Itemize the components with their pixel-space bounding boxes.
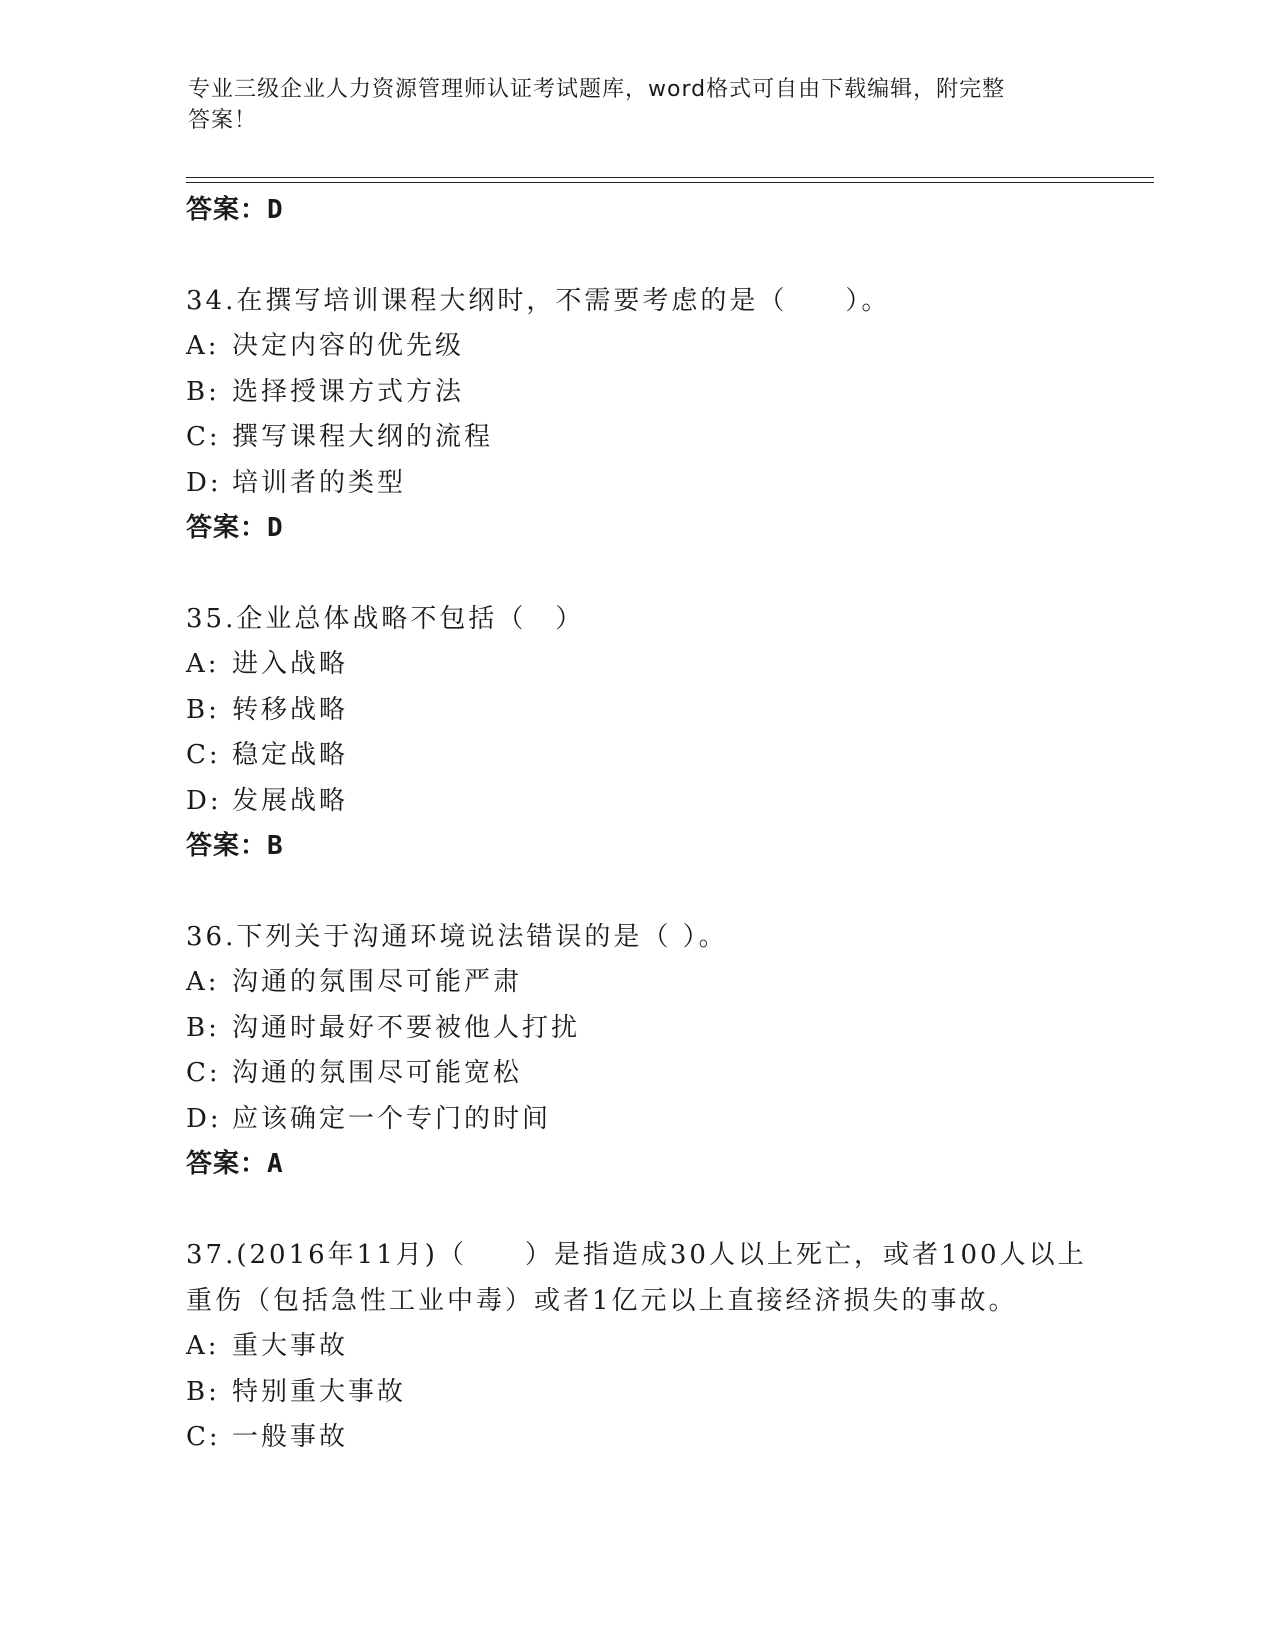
option-text: 沟通的氛围尽可能严肃 — [232, 967, 523, 997]
option-letter: D: — [186, 467, 222, 498]
question-stem: 34.在撰写培训课程大纲时，不需要考虑的是（ ）。 — [186, 286, 891, 316]
option-text: 决定内容的优先级 — [232, 331, 465, 361]
option-text: 一般事故 — [232, 1422, 349, 1452]
option-text: 重大事故 — [232, 1331, 349, 1361]
option-text: 应该确定一个专门的时间 — [232, 1103, 552, 1134]
question-stem: 35.企业总体战略不包括（ ） — [186, 604, 585, 634]
answer-line — [186, 824, 1186, 869]
answer-value: B — [267, 831, 284, 861]
answer-value: D — [267, 195, 284, 225]
option-c — [186, 1415, 1186, 1461]
option-letter: D: — [186, 785, 222, 816]
option-text: 选择授课方式方法 — [232, 376, 465, 407]
option-d — [186, 461, 1186, 507]
option-letter: B: — [186, 1376, 220, 1407]
option-letter: B: — [186, 1012, 220, 1043]
option-text: 转移战略 — [232, 694, 349, 725]
option-letter: A: — [186, 967, 220, 997]
question-stem-line-2: 重伤（包括急性工业中毒）或者1亿元以上直接经济损失的事故。 — [186, 1286, 1018, 1316]
answer-label: 答案： — [186, 513, 268, 543]
option-text: 进入战略 — [232, 649, 349, 679]
option-b — [186, 1370, 1186, 1416]
option-a — [186, 1324, 1186, 1370]
option-c — [186, 415, 1186, 461]
question-35 — [186, 596, 1186, 869]
question-stem-line-1: 37.(2016年11月)（ ）是指造成30人以上死亡，或者100人以上 — [186, 1240, 1087, 1270]
option-a — [186, 642, 1186, 688]
page-header — [188, 74, 1088, 136]
option-letter: B: — [186, 376, 220, 407]
option-letter: B: — [186, 694, 220, 725]
option-a — [186, 960, 1186, 1006]
option-letter: C: — [186, 740, 221, 770]
option-b — [186, 688, 1186, 734]
answer-line — [186, 188, 1186, 233]
header-line-2: 答案！ — [188, 108, 258, 133]
option-letter: C: — [186, 1422, 221, 1452]
question-37 — [186, 1232, 1186, 1461]
option-b — [186, 370, 1186, 416]
answer-value: A — [267, 1149, 284, 1179]
option-text: 发展战略 — [232, 785, 349, 816]
answer-label: 答案： — [186, 195, 268, 225]
header-line-1: 专业三级企业人力资源管理师认证考试题库，word格式可自由下载编辑，附完整 — [188, 77, 1006, 102]
answer-line — [186, 1142, 1186, 1187]
option-letter: A: — [186, 1331, 220, 1361]
answer-line — [186, 506, 1186, 551]
option-d — [186, 779, 1186, 825]
option-letter: A: — [186, 649, 220, 679]
option-d — [186, 1097, 1186, 1143]
question-list — [186, 188, 1186, 1461]
option-text: 沟通时最好不要被他人打扰 — [232, 1012, 581, 1043]
option-text: 沟通的氛围尽可能宽松 — [232, 1058, 523, 1088]
option-letter: C: — [186, 1058, 221, 1088]
answer-label: 答案： — [186, 1149, 268, 1179]
option-text: 特别重大事故 — [232, 1376, 407, 1407]
question-stem: 36.下列关于沟通环境说法错误的是（ ）。 — [186, 922, 728, 952]
option-text: 撰写课程大纲的流程 — [232, 422, 494, 452]
header-rule-bottom — [186, 182, 1154, 183]
option-b — [186, 1006, 1186, 1052]
option-c — [186, 1051, 1186, 1097]
option-a — [186, 324, 1186, 370]
option-letter: C: — [186, 422, 221, 452]
answer-label: 答案： — [186, 831, 268, 861]
option-letter: A: — [186, 331, 220, 361]
question-34 — [186, 278, 1186, 551]
question-36 — [186, 914, 1186, 1187]
option-text: 稳定战略 — [232, 740, 349, 770]
option-c — [186, 733, 1186, 779]
option-letter: D: — [186, 1103, 222, 1134]
answer-value: D — [267, 513, 284, 543]
option-text: 培训者的类型 — [232, 467, 407, 498]
header-rule-top — [186, 177, 1154, 178]
